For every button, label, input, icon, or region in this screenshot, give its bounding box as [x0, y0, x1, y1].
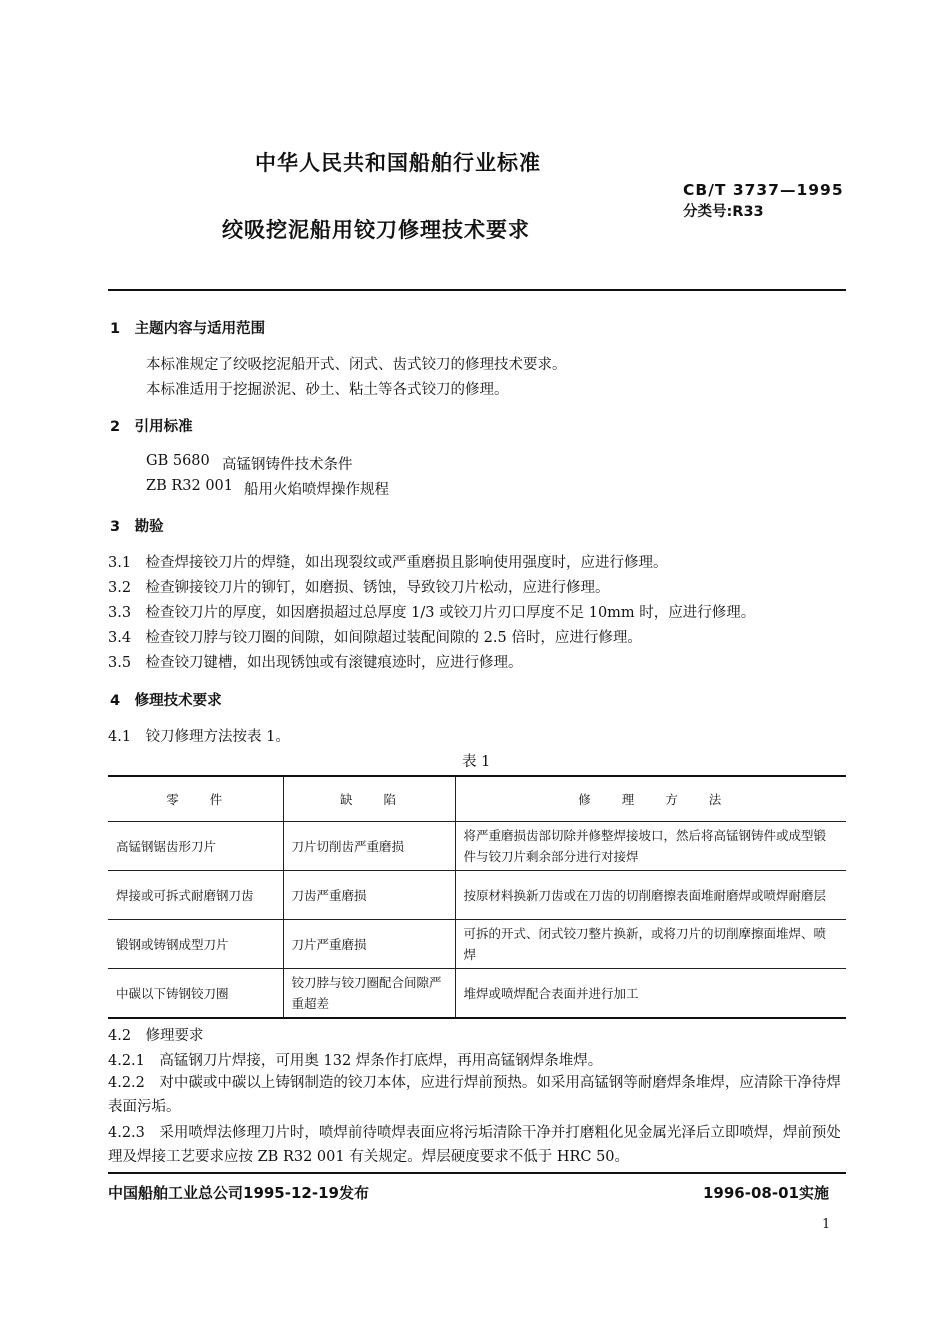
table-row	[108, 822, 846, 871]
table-cell-method: 按原材料换新刀齿或在刀齿的切削磨擦表面堆耐磨焊或喷焊耐磨层	[455, 871, 846, 920]
issued-by: 中国船舶工业总公司1995-12-19发布	[108, 1184, 369, 1202]
item-4-1: 4.1 铰刀修理方法按表 1。	[108, 729, 290, 745]
inspection-item-3-4: 3.4 检查铰刀脖与铰刀圈的间隙，如间隙超过装配间隙的 2.5 倍时，应进行修理。	[108, 630, 642, 646]
table-header-part: 零 件	[108, 776, 283, 822]
item-4-2-1: 4.2.1 高锰钢刀片焊接，可用奥 132 焊条作打底焊，再用高锰钢焊条堆焊。	[108, 1053, 603, 1069]
table-row	[108, 969, 846, 1019]
table-header-row	[108, 776, 846, 822]
table-row	[108, 920, 846, 969]
table-caption: 表 1	[462, 754, 491, 770]
table-cell-method: 将严重磨损齿部切除并修整焊接坡口，然后将高锰钢铸件或成型锻件与铰刀片剩余部分进行对接焊	[455, 822, 846, 871]
table-cell-method: 堆焊或喷焊配合表面并进行加工	[455, 969, 846, 1019]
document-title: 绞吸挖泥船用铰刀修理技术要求	[222, 218, 530, 242]
reference-name-2: 船用火焰喷焊操作规程	[244, 482, 389, 498]
section-2-heading: 2 引用标准	[110, 419, 193, 435]
reference-name-1: 高锰钢铸件技术条件	[222, 457, 353, 473]
section-1-heading: 1 主题内容与适用范围	[110, 321, 266, 337]
table-header-method: 修 理 方 法	[455, 776, 846, 822]
table-cell-part: 焊接或可拆式耐磨钢刀齿	[108, 871, 283, 920]
reference-code-2: ZB R32 001	[146, 478, 233, 494]
table-cell-defect: 刀齿严重磨损	[283, 871, 455, 920]
section-1-line-1: 本标准规定了绞吸挖泥船开式、闭式、齿式铰刀的修理技术要求。	[146, 357, 567, 373]
table-row	[108, 871, 846, 920]
inspection-item-3-1: 3.1 检查焊接铰刀片的焊缝，如出现裂纹或严重磨损且影响使用强度时，应进行修理。	[108, 555, 668, 571]
header-divider	[108, 289, 846, 291]
item-4-2: 4.2 修理要求	[108, 1028, 204, 1044]
table-cell-defect: 刀片严重磨损	[283, 920, 455, 969]
table-cell-method: 可拆的开式、闭式铰刀整片换新，或将刀片的切削摩擦面堆焊、喷焊	[455, 920, 846, 969]
page-number: 1	[822, 1217, 831, 1232]
reference-code-1: GB 5680	[146, 453, 210, 469]
effective-date: 1996-08-01实施	[703, 1184, 829, 1202]
table-cell-part: 锻钢或铸钢成型刀片	[108, 920, 283, 969]
table-cell-defect: 刀片切削齿严重磨损	[283, 822, 455, 871]
inspection-item-3-3: 3.3 检查铰刀片的厚度，如因磨损超过总厚度 1/3 或铰刀片刃口厚度不足 10mm 时，应进行修理。	[108, 605, 756, 621]
org-title: 中华人民共和国船舶行业标准	[255, 151, 541, 175]
table-cell-part: 中碳以下铸钢铰刀圈	[108, 969, 283, 1019]
table-cell-defect: 铰刀脖与铰刀圈配合间隙严重超差	[283, 969, 455, 1019]
section-4-heading: 4 修理技术要求	[110, 693, 222, 709]
section-1-line-2: 本标准适用于挖掘淤泥、砂土、粘土等各式铰刀的修理。	[146, 382, 509, 398]
category-code: 分类号:R33	[683, 204, 764, 220]
inspection-item-3-5: 3.5 检查铰刀键槽，如出现锈蚀或有滚键痕迹时，应进行修理。	[108, 655, 523, 671]
repair-method-table	[108, 775, 846, 1019]
item-4-2-2: 4.2.2 对中碳或中碳以上铸钢制造的铰刀本体，应进行焊前预热。如采用高锰钢等耐磨焊条堆焊，应清除干净待焊表面污垢。	[108, 1075, 841, 1115]
table-header-defect: 缺 陷	[283, 776, 455, 822]
inspection-item-3-2: 3.2 检查铆接铰刀片的铆钉，如磨损、锈蚀，导致铰刀片松动，应进行修理。	[108, 580, 610, 596]
section-3-heading: 3 勘验	[110, 519, 164, 535]
item-4-2-3: 4.2.3 采用喷焊法修理刀片时，喷焊前待喷焊表面应将污垢清除干净并打磨粗化见金属光泽后立即喷焊，焊前预处理及焊接工艺要求应按 ZB R32 001 有关规定。焊层硬度要求不低于 HRC 50。	[108, 1125, 841, 1165]
footer-divider	[108, 1172, 846, 1174]
table-cell-part: 高锰钢锯齿形刀片	[108, 822, 283, 871]
standard-number: CB/T 3737—1995	[683, 181, 844, 199]
